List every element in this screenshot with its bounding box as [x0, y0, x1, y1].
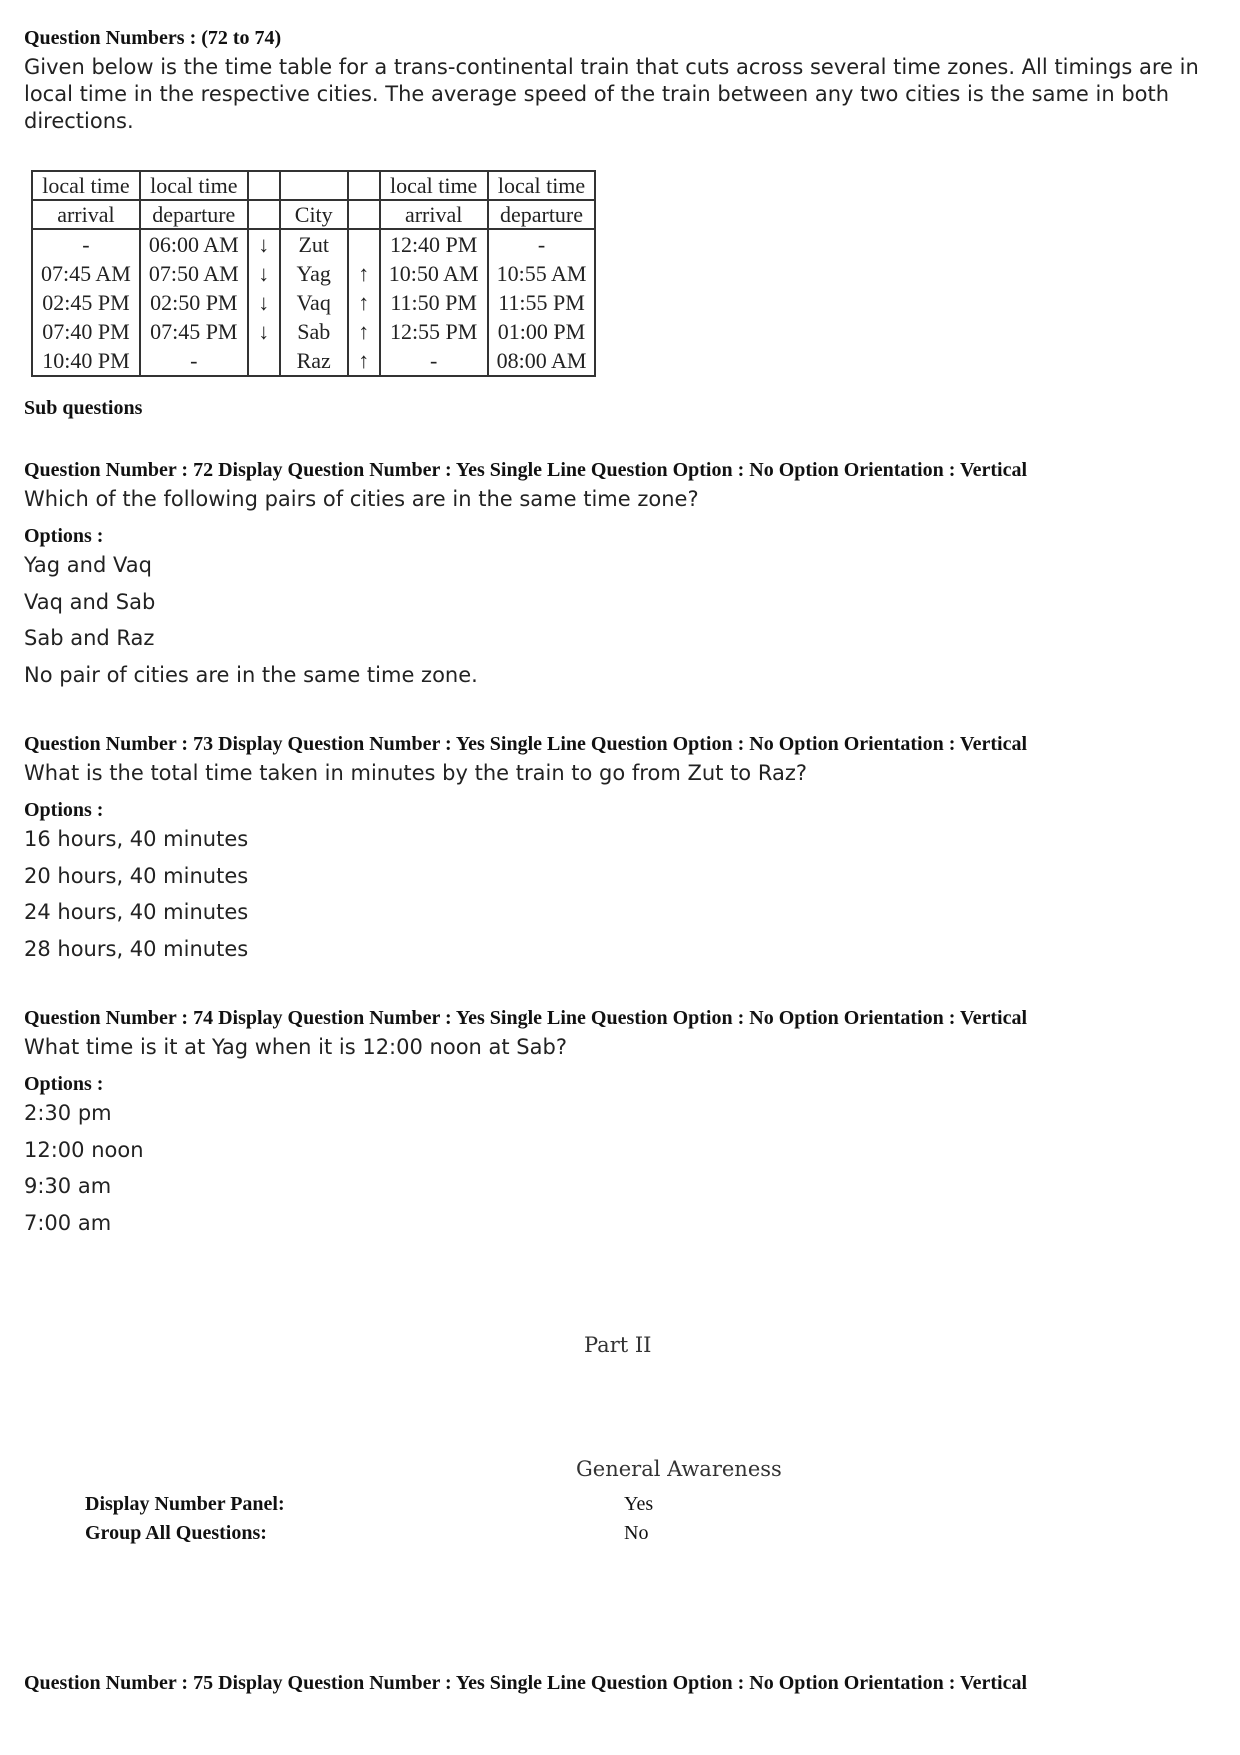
header-cell — [248, 171, 280, 200]
departure-cell: - — [488, 229, 596, 259]
down-arrow-icon: ↓ — [248, 229, 280, 259]
question-meta: Question Number : 75 Display Question Number : Yes Single Line Question Option : No Option Orientation : Vertical — [24, 1672, 1028, 1694]
arrival-cell: 10:40 PM — [32, 346, 140, 376]
options-label: Options : — [24, 1073, 104, 1095]
option-item[interactable]: 20 hours, 40 minutes — [24, 864, 249, 888]
header-cell — [248, 200, 280, 229]
city-cell: Sab — [280, 317, 348, 346]
table-row — [32, 229, 595, 259]
option-item[interactable]: 12:00 noon — [24, 1138, 144, 1162]
question-meta: Question Number : 74 Display Question Number : Yes Single Line Question Option : No Option Orientation : Vertical — [24, 1007, 1028, 1029]
departure-cell: 07:50 AM — [140, 259, 248, 288]
down-arrow-icon: ↓ — [248, 317, 280, 346]
up-arrow-icon: ↑ — [348, 259, 380, 288]
arrival-cell: 12:40 PM — [380, 229, 488, 259]
header-cell: City — [280, 200, 348, 229]
option-item[interactable]: 28 hours, 40 minutes — [24, 937, 249, 961]
question-group-label: Question Numbers : (72 to 74) — [24, 27, 282, 49]
departure-cell: 08:00 AM — [488, 346, 596, 376]
display-number-panel-label: Display Number Panel: — [85, 1493, 285, 1515]
header-cell: departure — [488, 200, 596, 229]
departure-cell: 06:00 AM — [140, 229, 248, 259]
departure-cell: 11:55 PM — [488, 288, 596, 317]
option-item[interactable]: 7:00 am — [24, 1211, 112, 1235]
question-text: Which of the following pairs of cities are in the same time zone? — [24, 487, 699, 511]
group-all-questions-label: Group All Questions: — [85, 1522, 267, 1544]
arrival-cell: 07:40 PM — [32, 317, 140, 346]
header-cell: departure — [140, 200, 248, 229]
option-item[interactable]: Vaq and Sab — [24, 590, 156, 614]
header-cell — [348, 200, 380, 229]
options-label: Options : — [24, 799, 104, 821]
arrival-cell: 10:50 AM — [380, 259, 488, 288]
city-cell: Raz — [280, 346, 348, 376]
part-heading: Part II — [584, 1333, 652, 1357]
option-item[interactable]: Sab and Raz — [24, 626, 155, 650]
header-cell: arrival — [32, 200, 140, 229]
down-arrow-icon — [248, 346, 280, 376]
departure-cell: - — [140, 346, 248, 376]
table-row — [32, 259, 595, 288]
up-arrow-icon: ↑ — [348, 288, 380, 317]
city-cell: Vaq — [280, 288, 348, 317]
option-item[interactable]: No pair of cities are in the same time zone. — [24, 663, 478, 687]
header-cell: local time — [380, 171, 488, 200]
down-arrow-icon: ↓ — [248, 288, 280, 317]
train-timetable — [31, 170, 596, 377]
question-meta: Question Number : 73 Display Question Number : Yes Single Line Question Option : No Option Orientation : Vertical — [24, 733, 1028, 755]
option-item[interactable]: 16 hours, 40 minutes — [24, 827, 249, 851]
departure-cell: 02:50 PM — [140, 288, 248, 317]
down-arrow-icon: ↓ — [248, 259, 280, 288]
timetable-header-row — [32, 171, 595, 200]
header-cell — [348, 171, 380, 200]
header-cell: local time — [488, 171, 596, 200]
departure-cell: 07:45 PM — [140, 317, 248, 346]
up-arrow-icon — [348, 229, 380, 259]
up-arrow-icon: ↑ — [348, 346, 380, 376]
option-item[interactable]: 24 hours, 40 minutes — [24, 900, 249, 924]
arrival-cell: 02:45 PM — [32, 288, 140, 317]
header-cell: local time — [140, 171, 248, 200]
arrival-cell: 12:55 PM — [380, 317, 488, 346]
table-row — [32, 317, 595, 346]
arrival-cell: - — [32, 229, 140, 259]
option-item[interactable]: 2:30 pm — [24, 1101, 112, 1125]
arrival-cell: 11:50 PM — [380, 288, 488, 317]
city-cell: Zut — [280, 229, 348, 259]
up-arrow-icon: ↑ — [348, 317, 380, 346]
question-group-intro: Given below is the time table for a trans-continental train that cuts across several time zones. All timings are in local time in the respective cities. The average speed of the train between any two cities is the same in both directions. — [24, 55, 1199, 133]
departure-cell: 01:00 PM — [488, 317, 596, 346]
display-number-panel-value: Yes — [624, 1493, 654, 1515]
header-cell: arrival — [380, 200, 488, 229]
question-meta: Question Number : 72 Display Question Number : Yes Single Line Question Option : No Option Orientation : Vertical — [24, 459, 1028, 481]
header-cell — [280, 171, 348, 200]
header-cell: local time — [32, 171, 140, 200]
table-row — [32, 346, 595, 376]
arrival-cell: - — [380, 346, 488, 376]
section-title: General Awareness — [576, 1457, 782, 1481]
group-all-questions-value: No — [624, 1522, 649, 1544]
options-label: Options : — [24, 525, 104, 547]
departure-cell: 10:55 AM — [488, 259, 596, 288]
city-cell: Yag — [280, 259, 348, 288]
table-row — [32, 288, 595, 317]
question-text: What is the total time taken in minutes by the train to go from Zut to Raz? — [24, 761, 807, 785]
option-item[interactable]: 9:30 am — [24, 1174, 112, 1198]
sub-questions-label: Sub questions — [24, 397, 143, 419]
question-text: What time is it at Yag when it is 12:00 noon at Sab? — [24, 1035, 567, 1059]
option-item[interactable]: Yag and Vaq — [24, 553, 152, 577]
timetable-header-row — [32, 200, 595, 229]
arrival-cell: 07:45 AM — [32, 259, 140, 288]
